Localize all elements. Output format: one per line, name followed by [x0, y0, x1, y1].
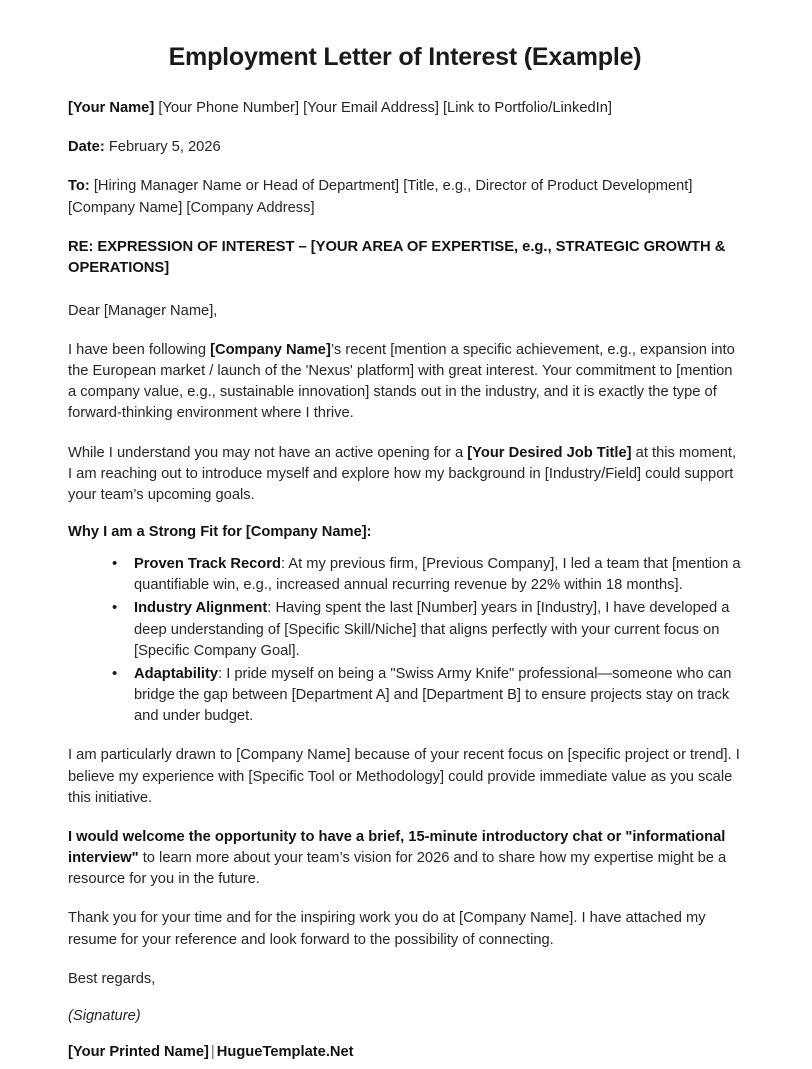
closing-line: Best regards,	[68, 970, 156, 987]
list-item-label: Adaptability	[134, 665, 219, 682]
your-name-placeholder: [Your Name]	[68, 100, 155, 116]
paragraph-opening	[68, 340, 742, 425]
date-line	[68, 137, 742, 158]
recipient-line-1: [Hiring Manager Name or Head of Department] [Title, e.g., Director of Product Development]	[89, 178, 693, 195]
paragraph-opening-part-1: I have been following	[68, 341, 211, 358]
paragraph-thanks: Thank you for your time and for the inspiring work you do at [Company Name]. I have attached my resume for your reference and look forward to the possibility of connecting.	[68, 910, 706, 948]
recipient-line-2: [Company Name] [Company Address]	[68, 199, 315, 216]
contact-details: [Your Phone Number] [Your Email Address] [Link to Portfolio/LinkedIn]	[154, 100, 612, 116]
paragraph-call-to-action	[68, 827, 742, 891]
page-title: Employment Letter of Interest (Example)	[168, 43, 642, 71]
paragraph-opening-part-2: ’s recent [mention a specific achievement, e.g., expansion into the European market / launch of the 'Nexus' platform] with great interest. Your commitment to [mention a company value, e.g., sustainable innovation] stands out in the industry, and it is exactly the type of forward-thinking environment where I thrive.	[68, 341, 735, 422]
list-item-text: : Having spent the last [Number] years in [Industry], I have developed a deep understanding of [Specific Skill/Niche] that aligns perfectly with your current focus on [Specific Company Goal].	[134, 600, 730, 659]
paragraph-intent-part-2: at this moment, I am reaching out to introduce myself and explore how my background in [Industry/Field] could support your team’s upcoming goals.	[68, 444, 737, 503]
call-to-action-rest: to learn more about your team’s vision for 2026 and to share how my expertise might be a resource for you in the future.	[68, 850, 727, 888]
date-label: Date:	[68, 139, 105, 156]
company-name-placeholder: [Company Name]	[210, 341, 331, 358]
signature-placeholder: (Signature)	[68, 1007, 141, 1024]
subject-line: RE: EXPRESSION OF INTEREST – [YOUR AREA OF EXPERTISE, e.g., STRATEGIC GROWTH & OPERATIONS]	[68, 238, 726, 276]
footer-site-name: HugueTemplate.Net	[216, 1043, 354, 1060]
recipient-block	[68, 176, 742, 218]
call-to-action-emphasis: I would welcome the opportunity to have a brief, 15-minute introductory chat or "informational interview"	[68, 828, 726, 867]
printed-name-placeholder: [Your Printed Name]	[68, 1043, 209, 1060]
contact-line	[68, 98, 742, 119]
strong-fit-list	[68, 554, 742, 727]
list-item	[112, 664, 742, 728]
list-item-label: Industry Alignment	[134, 600, 268, 617]
salutation: Dear [Manager Name],	[68, 302, 218, 319]
list-item-text: : I pride myself on being a "Swiss Army Knife" professional—someone who can bridge the gap between [Department A] and [Department B] to ensure projects stay on track and under budget.	[134, 665, 732, 725]
paragraph-intent	[68, 443, 742, 507]
to-label: To:	[68, 178, 90, 195]
date-value: February 5, 2026	[104, 139, 221, 156]
list-item-label: Proven Track Record	[134, 556, 281, 573]
list-item	[112, 554, 742, 596]
paragraph-motivation: I am particularly drawn to [Company Name] because of your recent focus on [specific project or trend]. I believe my experience with [Specific Tool or Methodology] could provide immediate value as you scale this initiative.	[68, 747, 740, 806]
footer-credit	[68, 1044, 742, 1060]
footer-separator: |	[210, 1043, 215, 1060]
job-title-placeholder: [Your Desired Job Title]	[467, 444, 632, 461]
strong-fit-heading: Why I am a Strong Fit for [Company Name]:	[68, 524, 372, 541]
list-item	[112, 598, 742, 662]
list-item-text: : At my previous firm, [Previous Company], I led a team that [mention a quantifiable win, e.g., increased annual recurring revenue by 22% within 18 months].	[134, 556, 741, 594]
paragraph-intent-part-1: While I understand you may not have an active opening for a	[68, 444, 468, 461]
